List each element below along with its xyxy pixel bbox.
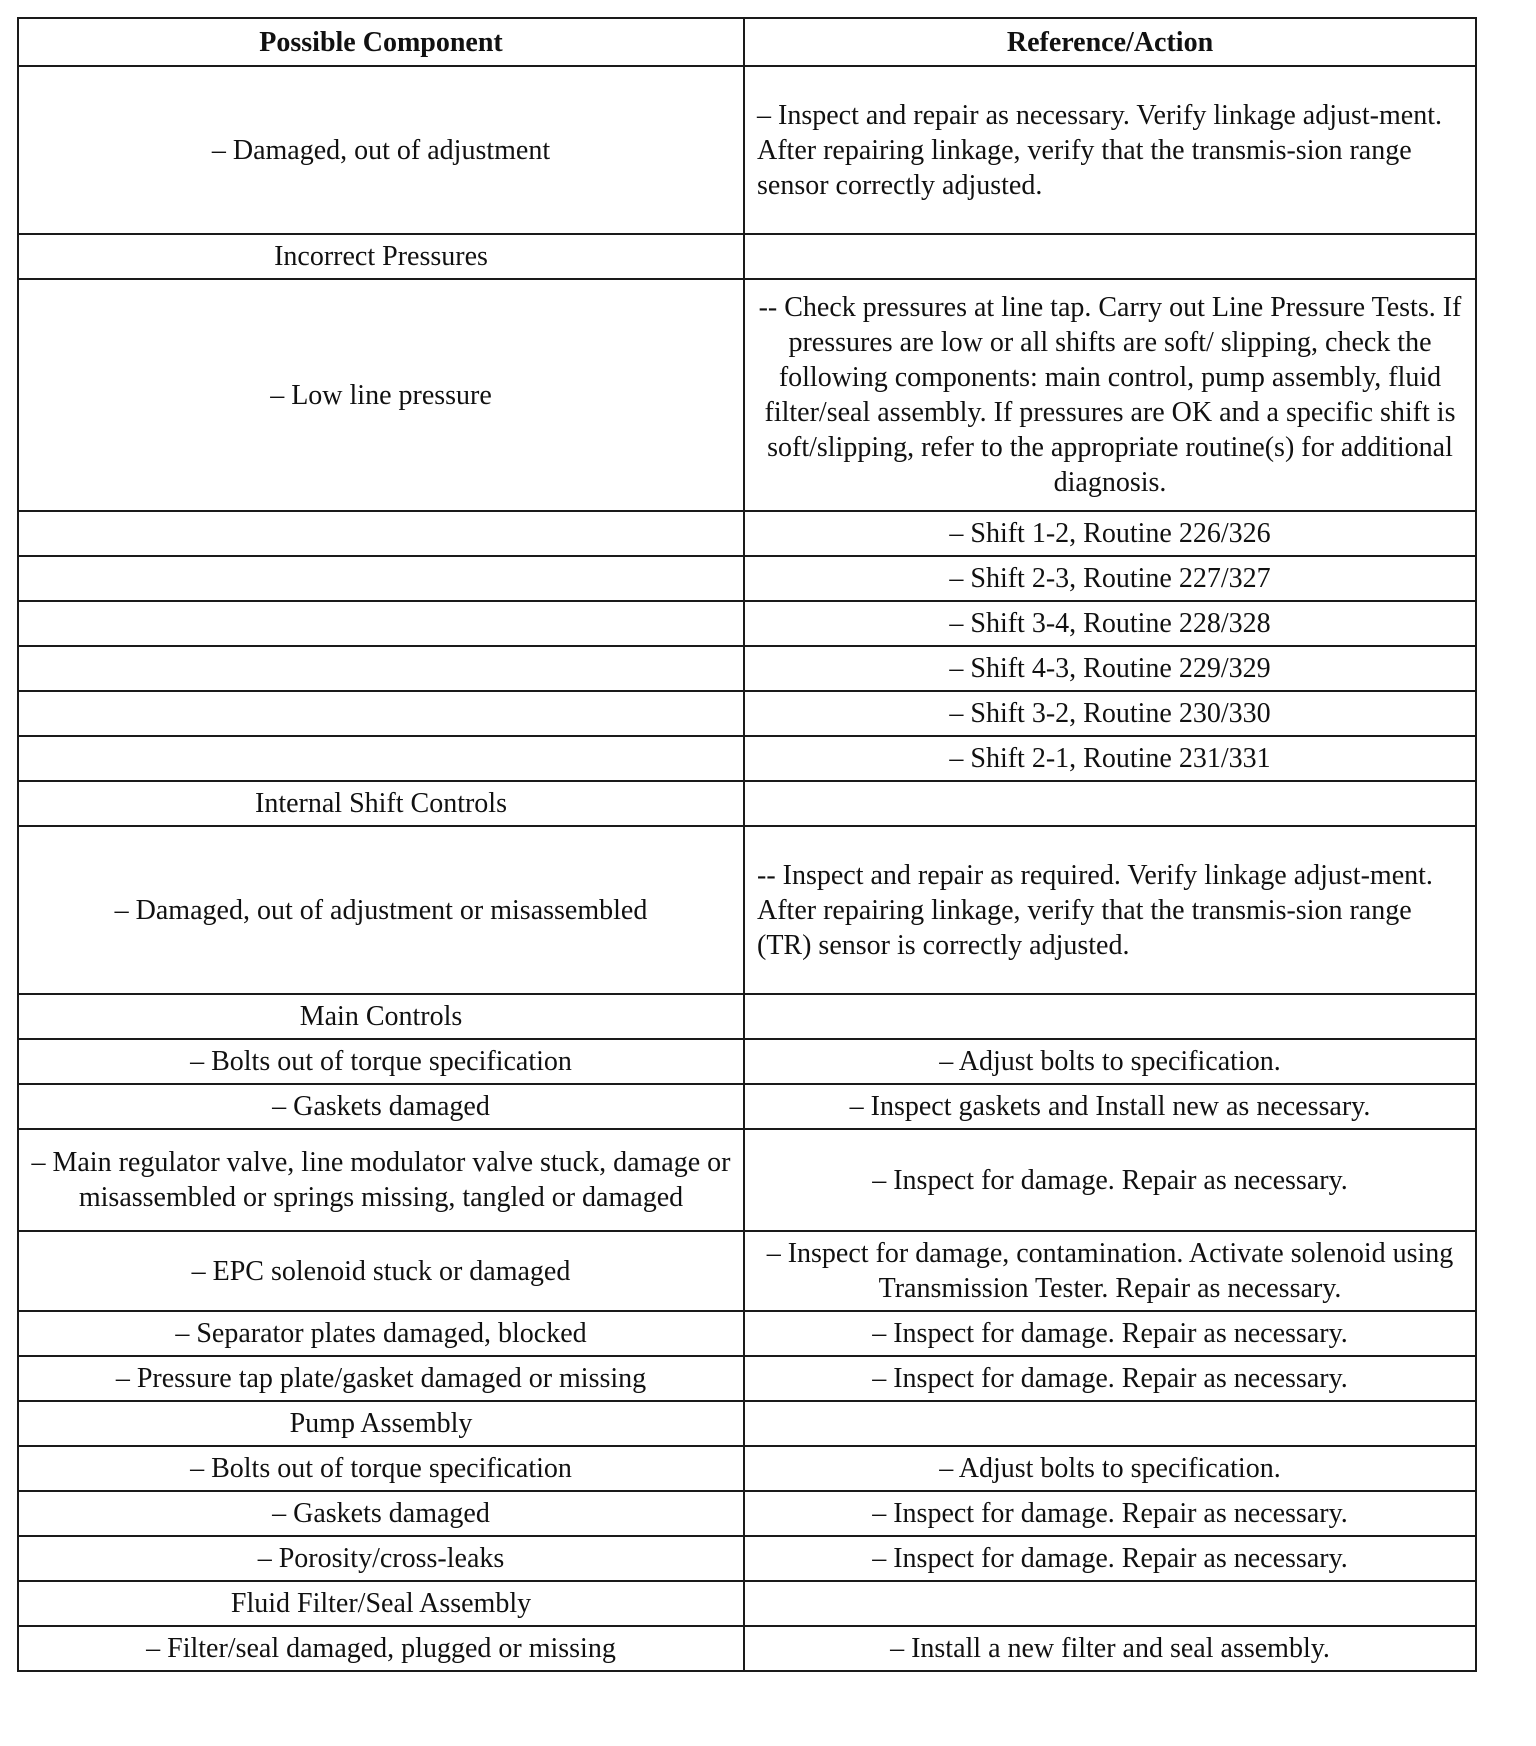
- table-row: [18, 1446, 1476, 1491]
- action-text: – Inspect for damage. Repair as necessary.: [872, 1363, 1348, 1394]
- action-text: -- Check pressures at line tap. Carry out Line Pressure Tests. If pressures are low or all shifts are soft/ slipping, check the following components: main control, pump assembly, fluid filter/seal assembly. If pressures are OK and a specific shift is soft/slipping, refer to the appropriate routine(s) for additional diagnosis.: [758, 292, 1462, 498]
- action-text: – Inspect gaskets and Install new as necessary.: [849, 1091, 1371, 1122]
- component-cell: – Damaged, out of adjustment: [18, 66, 744, 234]
- header-possible-component: Possible Component: [18, 18, 744, 66]
- table-row: [18, 1581, 1476, 1626]
- table-row: [18, 1626, 1476, 1671]
- component-cell: [18, 601, 744, 646]
- component-cell: – Damaged, out of adjustment or misassembled: [18, 826, 744, 994]
- action-text: – Adjust bolts to specification.: [939, 1453, 1281, 1484]
- component-cell: [18, 736, 744, 781]
- action-text: After repairing linkage, verify that the transmis-sion range (TR) sensor is correctly adjusted.: [757, 894, 1412, 961]
- component-cell: – Separator plates damaged, blocked: [18, 1311, 744, 1356]
- action-cell: [744, 1581, 1476, 1626]
- component-cell: – Bolts out of torque specification: [18, 1446, 744, 1491]
- action-text: – Inspect for damage. Repair as necessary.: [872, 1498, 1348, 1529]
- table-row: [18, 1084, 1476, 1129]
- table-row: [18, 736, 1476, 781]
- action-cell: [744, 1446, 1476, 1491]
- table-row: [18, 994, 1476, 1039]
- action-text: – Shift 1-2, Routine 226/326: [949, 518, 1271, 549]
- action-cell: [744, 736, 1476, 781]
- table-header-row: [18, 18, 1476, 66]
- action-cell: [744, 601, 1476, 646]
- table-row: [18, 781, 1476, 826]
- action-cell: [744, 66, 1476, 234]
- table-row: [18, 1356, 1476, 1401]
- action-text: – Shift 3-4, Routine 228/328: [949, 608, 1271, 639]
- table-row: [18, 1311, 1476, 1356]
- action-cell: [744, 1401, 1476, 1446]
- diagnosis-table: [17, 17, 1477, 1672]
- table-row: [18, 1129, 1476, 1231]
- table-row: [18, 1231, 1476, 1311]
- action-cell: [744, 781, 1476, 826]
- table-row: [18, 556, 1476, 601]
- component-cell: [18, 691, 744, 736]
- action-text: – Adjust bolts to specification.: [939, 1046, 1281, 1077]
- action-cell: [744, 234, 1476, 279]
- action-text: -- Inspect and repair as required. Verify linkage adjust-ment.: [757, 859, 1433, 891]
- component-cell: Pump Assembly: [18, 1401, 744, 1446]
- action-text: – Inspect and repair as necessary. Verify linkage adjust-ment.: [757, 99, 1442, 131]
- action-cell: [744, 1129, 1476, 1231]
- action-cell: [744, 1311, 1476, 1356]
- action-cell: [744, 556, 1476, 601]
- action-cell: [744, 826, 1476, 994]
- table-row: [18, 234, 1476, 279]
- component-cell: – Pressure tap plate/gasket damaged or missing: [18, 1356, 744, 1401]
- component-cell: – Low line pressure: [18, 279, 744, 511]
- action-cell: [744, 1536, 1476, 1581]
- table-row: [18, 646, 1476, 691]
- action-text: – Shift 3-2, Routine 230/330: [949, 698, 1271, 729]
- action-cell: [744, 1231, 1476, 1311]
- action-cell: [744, 691, 1476, 736]
- component-cell: – Gaskets damaged: [18, 1491, 744, 1536]
- table-row: [18, 511, 1476, 556]
- table-row: [18, 1491, 1476, 1536]
- component-cell: – Main regulator valve, line modulator valve stuck, damage or misassembled or springs missing, tangled or damaged: [18, 1129, 744, 1231]
- component-cell: – EPC solenoid stuck or damaged: [18, 1231, 744, 1311]
- component-cell: Incorrect Pressures: [18, 234, 744, 279]
- action-text: – Inspect for damage. Repair as necessary.: [872, 1164, 1348, 1196]
- action-cell: [744, 1084, 1476, 1129]
- component-cell: – Gaskets damaged: [18, 1084, 744, 1129]
- action-cell: [744, 994, 1476, 1039]
- component-cell: Fluid Filter/Seal Assembly: [18, 1581, 744, 1626]
- action-text: – Shift 4-3, Routine 229/329: [949, 653, 1271, 684]
- action-cell: [744, 646, 1476, 691]
- action-cell: [744, 1626, 1476, 1671]
- component-cell: [18, 646, 744, 691]
- component-cell: – Bolts out of torque specification: [18, 1039, 744, 1084]
- action-text: After repairing linkage, verify that the transmis-sion range sensor correctly adjusted.: [757, 134, 1412, 201]
- table-row: [18, 279, 1476, 511]
- table-body: [18, 66, 1476, 1671]
- component-cell: Internal Shift Controls: [18, 781, 744, 826]
- header-reference-action: Reference/Action: [744, 18, 1476, 66]
- table-row: [18, 601, 1476, 646]
- component-cell: [18, 556, 744, 601]
- component-cell: Main Controls: [18, 994, 744, 1039]
- action-cell: [744, 511, 1476, 556]
- action-text: – Install a new filter and seal assembly.: [890, 1633, 1330, 1664]
- action-text: – Inspect for damage, contamination. Activate solenoid using Transmission Tester. Repair as necessary.: [766, 1238, 1454, 1304]
- action-cell: [744, 1039, 1476, 1084]
- component-cell: [18, 511, 744, 556]
- table-row: [18, 66, 1476, 234]
- action-text: – Inspect for damage. Repair as necessary.: [872, 1318, 1348, 1349]
- component-cell: – Filter/seal damaged, plugged or missing: [18, 1626, 744, 1671]
- table-row: [18, 826, 1476, 994]
- action-cell: [744, 279, 1476, 511]
- table-row: [18, 1536, 1476, 1581]
- table-row: [18, 1401, 1476, 1446]
- action-cell: [744, 1356, 1476, 1401]
- action-text: – Shift 2-1, Routine 231/331: [949, 743, 1271, 774]
- component-cell: – Porosity/cross-leaks: [18, 1536, 744, 1581]
- table-row: [18, 1039, 1476, 1084]
- action-text: – Shift 2-3, Routine 227/327: [949, 563, 1271, 594]
- table-row: [18, 691, 1476, 736]
- action-cell: [744, 1491, 1476, 1536]
- action-text: – Inspect for damage. Repair as necessary.: [872, 1543, 1348, 1574]
